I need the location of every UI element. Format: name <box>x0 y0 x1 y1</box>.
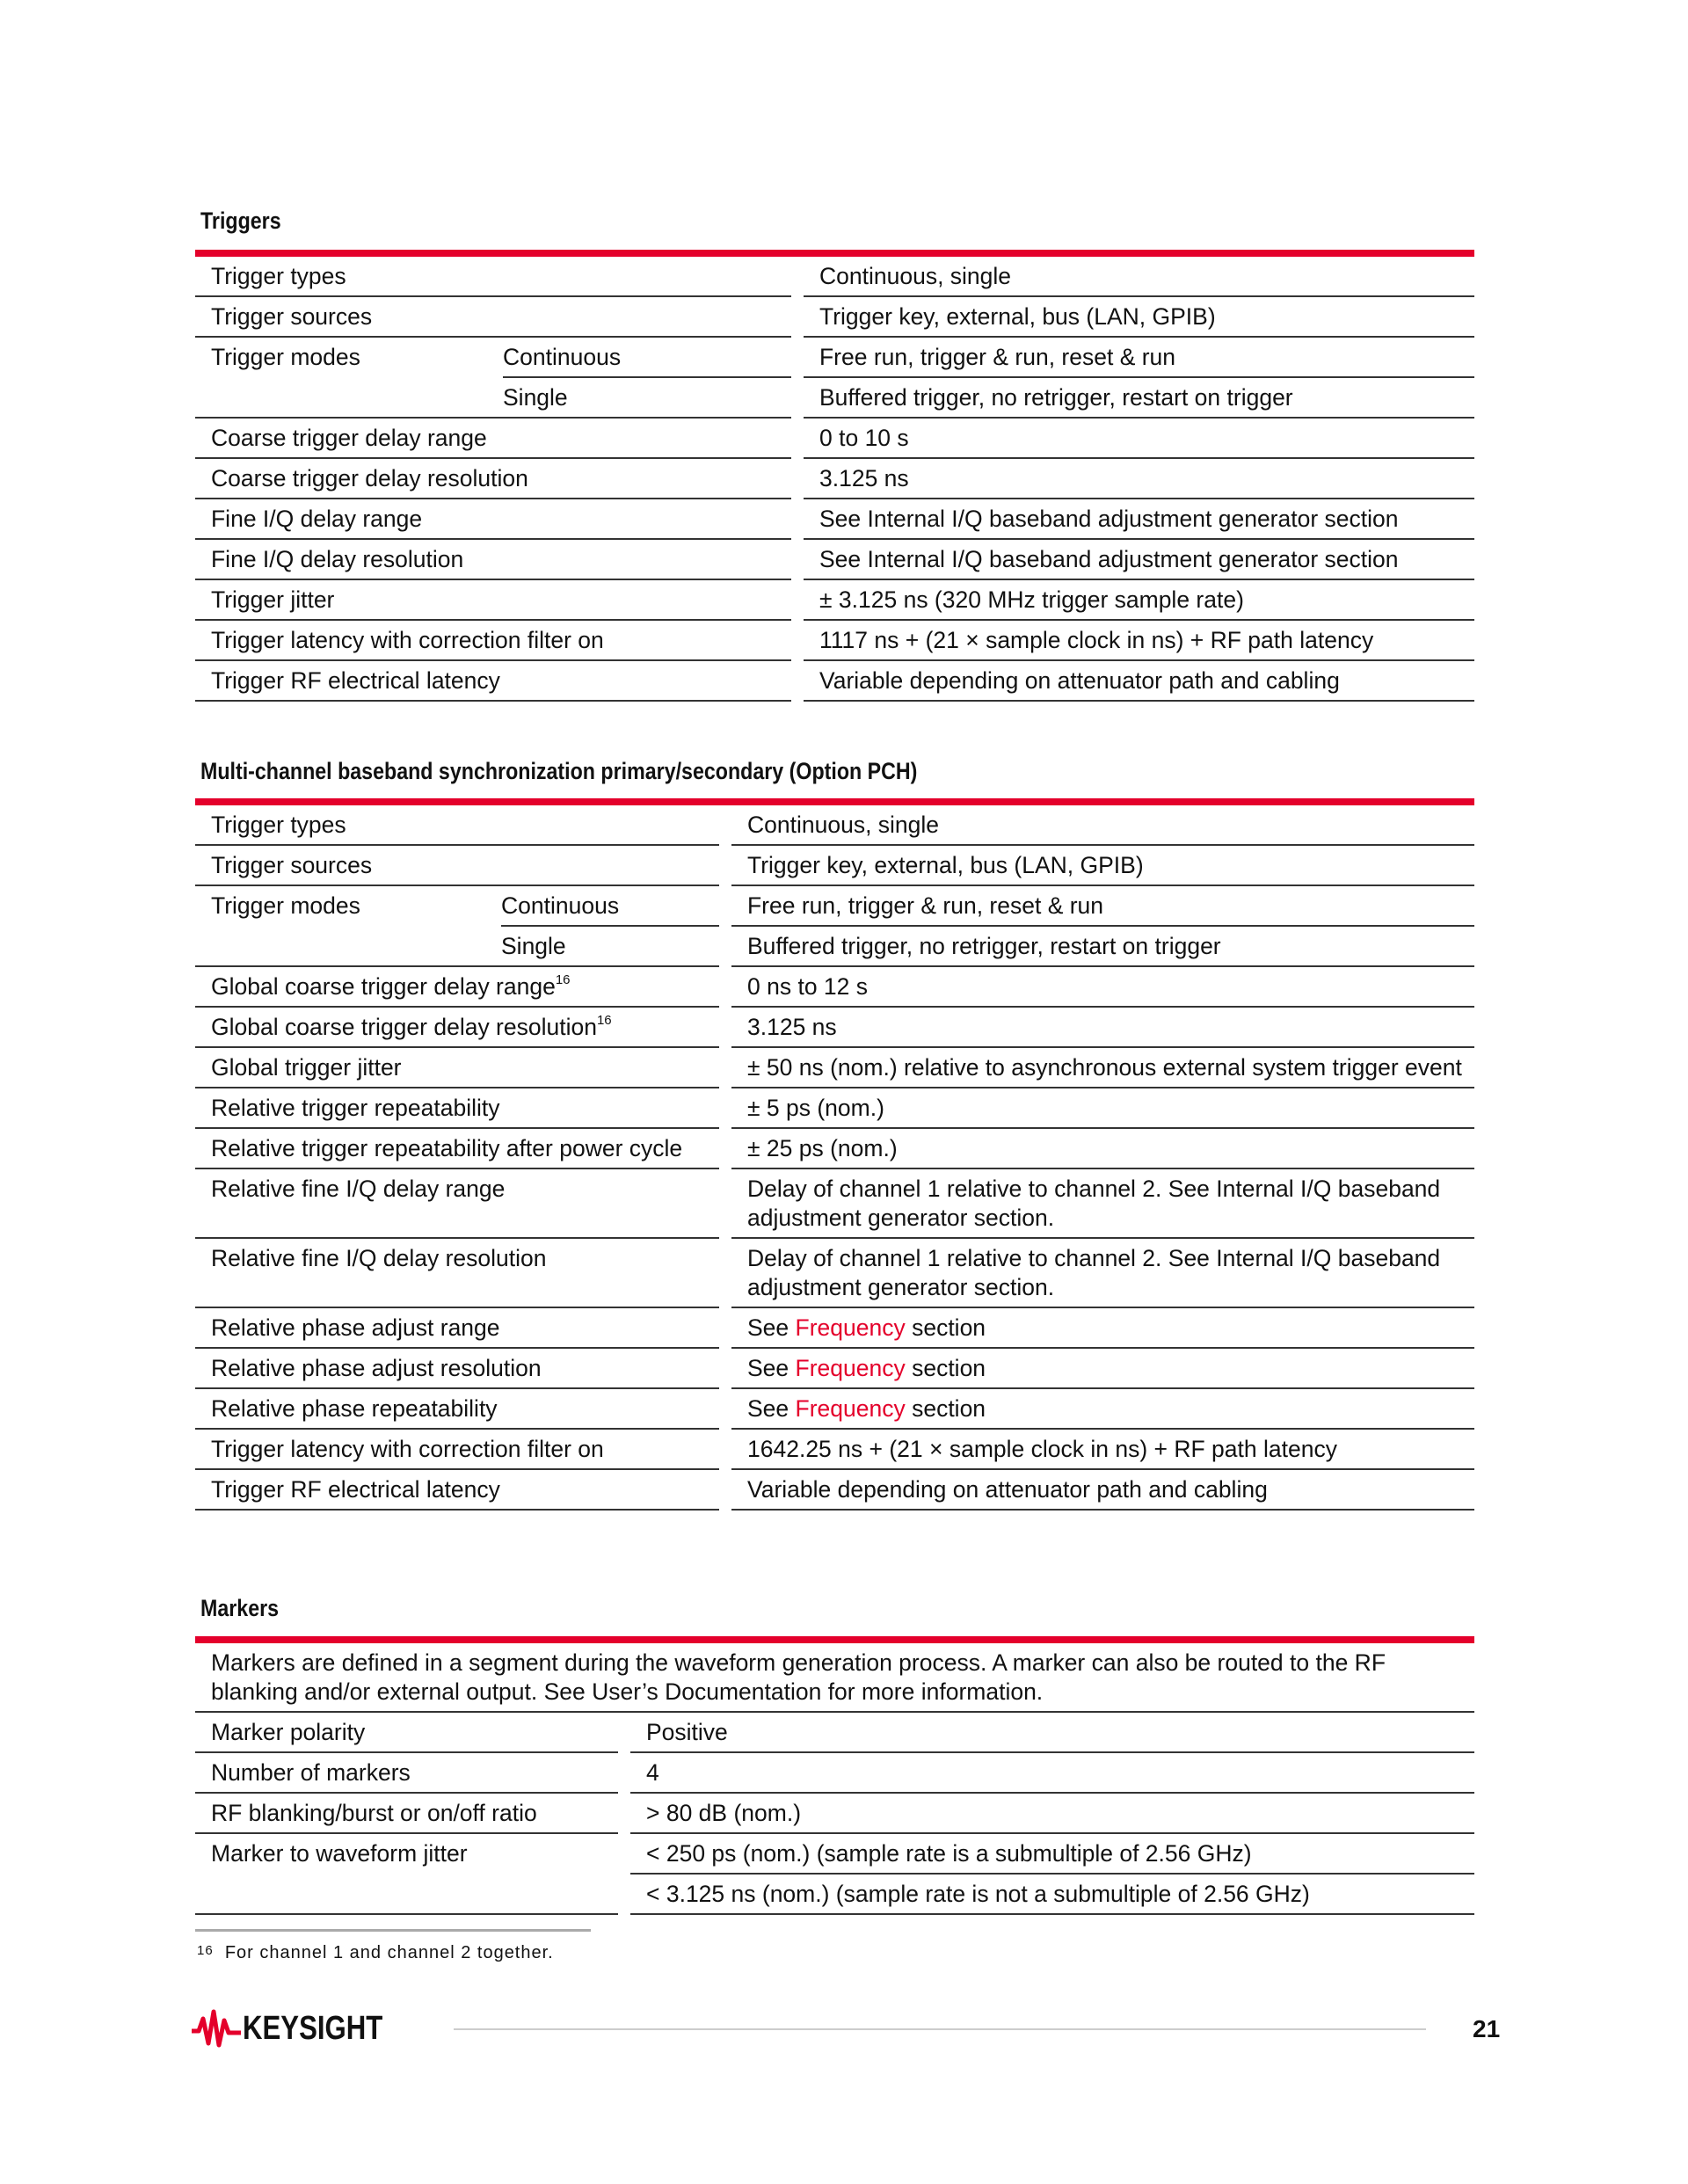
table-row <box>195 661 1474 702</box>
table-row <box>195 1088 1474 1129</box>
table-row <box>195 927 1474 967</box>
table-row <box>195 338 1474 378</box>
red-rule <box>195 250 1474 257</box>
text-part: See <box>747 1355 796 1381</box>
row-value <box>731 1389 1474 1430</box>
keysight-logo: KEYSIGHT <box>192 2008 413 2049</box>
keysight-wave-icon <box>192 2008 241 2049</box>
row-sublabel: Single <box>503 378 791 419</box>
row-label <box>195 846 719 886</box>
column-gap <box>791 257 804 297</box>
row-value: < 250 ps (nom.) (sample rate is a submultiple of 2.56 GHz) <box>630 1834 1474 1875</box>
triggers-table <box>195 250 1474 702</box>
column-gap <box>791 499 804 540</box>
column-gap <box>791 540 804 580</box>
row-label <box>195 1875 618 1915</box>
frequency-link[interactable]: Frequency <box>795 1395 906 1422</box>
row-label-text: Trigger RF electrical latency <box>211 1476 500 1503</box>
row-value: Delay of channel 1 relative to channel 2. See Internal I/Q baseband adjustment generator section. <box>731 1169 1474 1239</box>
text-part: section <box>905 1314 986 1341</box>
markers-heading: Markers <box>200 1595 280 1621</box>
column-gap <box>719 886 731 927</box>
table-row <box>195 1169 1474 1239</box>
row-label <box>195 805 719 846</box>
row-label-text: Trigger RF electrical latency <box>211 667 500 694</box>
row-label <box>195 580 791 621</box>
row-label <box>195 499 791 540</box>
table-row <box>195 1239 1474 1308</box>
column-gap <box>719 1308 731 1349</box>
table-row <box>195 1430 1474 1470</box>
row-value: Free run, trigger & run, reset & run <box>804 338 1474 378</box>
page-number: 21 <box>1473 2015 1501 2042</box>
column-gap <box>719 967 731 1008</box>
row-label <box>195 297 791 338</box>
table-row <box>195 297 1474 338</box>
column-gap <box>719 805 731 846</box>
row-label-text: Coarse trigger delay resolution <box>211 465 528 491</box>
row-value: ± 25 ps (nom.) <box>731 1129 1474 1169</box>
table-row <box>195 1834 1474 1875</box>
red-rule <box>195 1636 1474 1643</box>
table-row <box>195 846 1474 886</box>
multi-channel-table <box>195 798 1474 1511</box>
row-value: 0 to 10 s <box>804 419 1474 459</box>
row-label: Marker to waveform jitter <box>211 1840 468 1867</box>
column-gap <box>719 1048 731 1088</box>
row-label-text: Relative phase adjust resolution <box>211 1355 542 1381</box>
table-row <box>195 1349 1474 1389</box>
row-value: See Internal I/Q baseband adjustment generator section <box>804 499 1474 540</box>
column-gap <box>791 459 804 499</box>
row-label-text: Global coarse trigger delay range <box>211 973 556 1000</box>
row-label <box>195 967 719 1008</box>
row-label <box>195 1129 719 1169</box>
column-gap <box>618 1753 630 1794</box>
row-value: ± 50 ns (nom.) relative to asynchronous external system trigger event <box>731 1048 1474 1088</box>
row-value <box>731 1349 1474 1389</box>
table-row <box>195 1713 1474 1753</box>
row-value: See Internal I/Q baseband adjustment generator section <box>804 540 1474 580</box>
row-label-text: Trigger latency with correction filter on <box>211 627 604 653</box>
row-label <box>195 1088 719 1129</box>
row-value: 1642.25 ns + (21 × sample clock in ns) + RF path latency <box>731 1430 1474 1470</box>
table-row <box>195 499 1474 540</box>
column-gap <box>719 927 731 967</box>
column-gap <box>719 1349 731 1389</box>
text-part: section <box>905 1355 986 1381</box>
column-gap <box>618 1713 630 1753</box>
row-label-text: Coarse trigger delay range <box>211 425 487 451</box>
row-sublabel: Single <box>501 927 719 967</box>
row-label: RF blanking/burst or on/off ratio <box>195 1794 618 1834</box>
table-row <box>195 419 1474 459</box>
row-value: Trigger key, external, bus (LAN, GPIB) <box>804 297 1474 338</box>
column-gap <box>791 621 804 661</box>
column-gap <box>719 1239 731 1308</box>
table-row <box>195 580 1474 621</box>
row-label-text: Relative trigger repeatability after power cycle <box>211 1135 683 1161</box>
frequency-link[interactable]: Frequency <box>795 1355 906 1381</box>
row-label-text: Fine I/Q delay resolution <box>211 546 464 572</box>
table-row <box>195 1794 1474 1834</box>
row-value: Variable depending on attenuator path and cabling <box>804 661 1474 702</box>
column-gap <box>719 1169 731 1239</box>
column-gap <box>719 1088 731 1129</box>
row-value: Buffered trigger, no retrigger, restart on trigger <box>731 927 1474 967</box>
table-row <box>195 459 1474 499</box>
column-gap <box>618 1794 630 1834</box>
row-label <box>195 378 503 419</box>
footnote-ref: 16 <box>596 1013 612 1028</box>
row-label: Number of markers <box>195 1753 618 1794</box>
table-row <box>195 621 1474 661</box>
frequency-link[interactable]: Frequency <box>795 1314 906 1341</box>
table-row <box>195 967 1474 1008</box>
text-part: See <box>747 1314 796 1341</box>
column-gap <box>791 419 804 459</box>
row-label-text: Global coarse trigger delay resolution <box>211 1014 597 1040</box>
row-value: Variable depending on attenuator path and cabling <box>731 1470 1474 1511</box>
row-label <box>195 257 791 297</box>
text-part: See <box>747 1395 796 1422</box>
table-row <box>195 1753 1474 1794</box>
row-sublabel: Continuous <box>503 338 791 378</box>
row-label-text: Relative trigger repeatability <box>211 1095 500 1121</box>
row-label <box>195 1048 719 1088</box>
row-label <box>195 621 791 661</box>
row-label <box>195 927 501 967</box>
row-label: Marker polarity <box>195 1713 618 1753</box>
column-gap <box>719 1129 731 1169</box>
column-gap <box>719 1430 731 1470</box>
column-gap <box>719 1389 731 1430</box>
column-gap <box>618 1834 630 1875</box>
text-part: section <box>905 1395 986 1422</box>
row-label-text: Relative phase repeatability <box>211 1395 498 1422</box>
row-label <box>195 459 791 499</box>
row-label-text: Fine I/Q delay range <box>211 506 423 532</box>
row-label-text: Trigger jitter <box>211 586 335 613</box>
table-row <box>195 257 1474 297</box>
column-gap <box>791 580 804 621</box>
row-label-text: Trigger sources <box>211 303 373 330</box>
row-label: Trigger modes <box>211 344 360 370</box>
row-label <box>195 1169 719 1239</box>
column-gap <box>719 846 731 886</box>
column-gap <box>719 1470 731 1511</box>
footer-rule <box>454 2028 1426 2030</box>
row-value: Continuous, single <box>731 805 1474 846</box>
row-label <box>195 1349 719 1389</box>
footnote-divider <box>195 1929 591 1932</box>
row-label <box>195 1470 719 1511</box>
row-value: Continuous, single <box>804 257 1474 297</box>
row-value: Trigger key, external, bus (LAN, GPIB) <box>731 846 1474 886</box>
row-value: Delay of channel 1 relative to channel 2. See Internal I/Q baseband adjustment generator section. <box>731 1239 1474 1308</box>
column-gap <box>791 297 804 338</box>
table-row <box>195 1048 1474 1088</box>
row-label-text: Relative phase adjust range <box>211 1314 500 1341</box>
row-label <box>195 1430 719 1470</box>
row-label <box>195 419 791 459</box>
row-value: 3.125 ns <box>804 459 1474 499</box>
row-label: Trigger modes <box>211 892 360 919</box>
row-label <box>195 540 791 580</box>
table-row <box>195 886 1474 927</box>
table-row <box>195 1129 1474 1169</box>
row-label-text: Trigger types <box>211 812 346 838</box>
triggers-heading: Triggers <box>200 207 281 234</box>
column-gap <box>791 378 804 419</box>
column-gap <box>618 1875 630 1915</box>
table-row <box>195 1008 1474 1048</box>
row-value: 1117 ns + (21 × sample clock in ns) + RF path latency <box>804 621 1474 661</box>
row-value: > 80 dB (nom.) <box>630 1794 1474 1834</box>
column-gap <box>791 338 804 378</box>
row-value: ± 3.125 ns (320 MHz trigger sample rate) <box>804 580 1474 621</box>
table-row <box>195 1470 1474 1511</box>
row-value: 0 ns to 12 s <box>731 967 1474 1008</box>
row-label-text: Global trigger jitter <box>211 1054 402 1081</box>
row-label-text: Trigger sources <box>211 852 373 878</box>
row-value: 3.125 ns <box>731 1008 1474 1048</box>
row-sublabel: Continuous <box>501 886 719 927</box>
row-label <box>195 1389 719 1430</box>
row-value: Buffered trigger, no retrigger, restart on trigger <box>804 378 1474 419</box>
row-value: Free run, trigger & run, reset & run <box>731 886 1474 927</box>
markers-table <box>195 1636 1474 1915</box>
table-row <box>195 1875 1474 1915</box>
markers-intro: Markers are defined in a segment during the waveform generation process. A marker can also be routed to the RF blanking and/or external output. See User’s Documentation for more information. <box>195 1643 1474 1713</box>
row-value: 4 <box>630 1753 1474 1794</box>
row-label <box>195 1008 719 1048</box>
row-label <box>195 661 791 702</box>
column-gap <box>719 1008 731 1048</box>
row-label-text: Relative fine I/Q delay range <box>211 1176 506 1202</box>
row-label-text: Trigger types <box>211 263 346 289</box>
red-rule <box>195 798 1474 805</box>
row-label-text: Relative fine I/Q delay resolution <box>211 1245 547 1271</box>
row-label <box>195 1308 719 1349</box>
table-row <box>195 805 1474 846</box>
row-value: < 3.125 ns (nom.) (sample rate is not a submultiple of 2.56 GHz) <box>630 1875 1474 1915</box>
row-label <box>195 1239 719 1308</box>
row-value: ± 5 ps (nom.) <box>731 1088 1474 1129</box>
footnote: $^{16}$ For channel 1 and channel 2 together. <box>197 1943 554 1962</box>
multi-channel-heading: Multi-channel baseband synchronization primary/secondary (Option PCH) <box>200 758 918 784</box>
row-value: Positive <box>630 1713 1474 1753</box>
row-label-text: Trigger latency with correction filter on <box>211 1436 604 1462</box>
table-row <box>195 378 1474 419</box>
table-row <box>195 1308 1474 1349</box>
table-row <box>195 1389 1474 1430</box>
row-value <box>731 1308 1474 1349</box>
column-gap <box>791 661 804 702</box>
footnote-ref: 16 <box>555 972 571 987</box>
table-row <box>195 540 1474 580</box>
